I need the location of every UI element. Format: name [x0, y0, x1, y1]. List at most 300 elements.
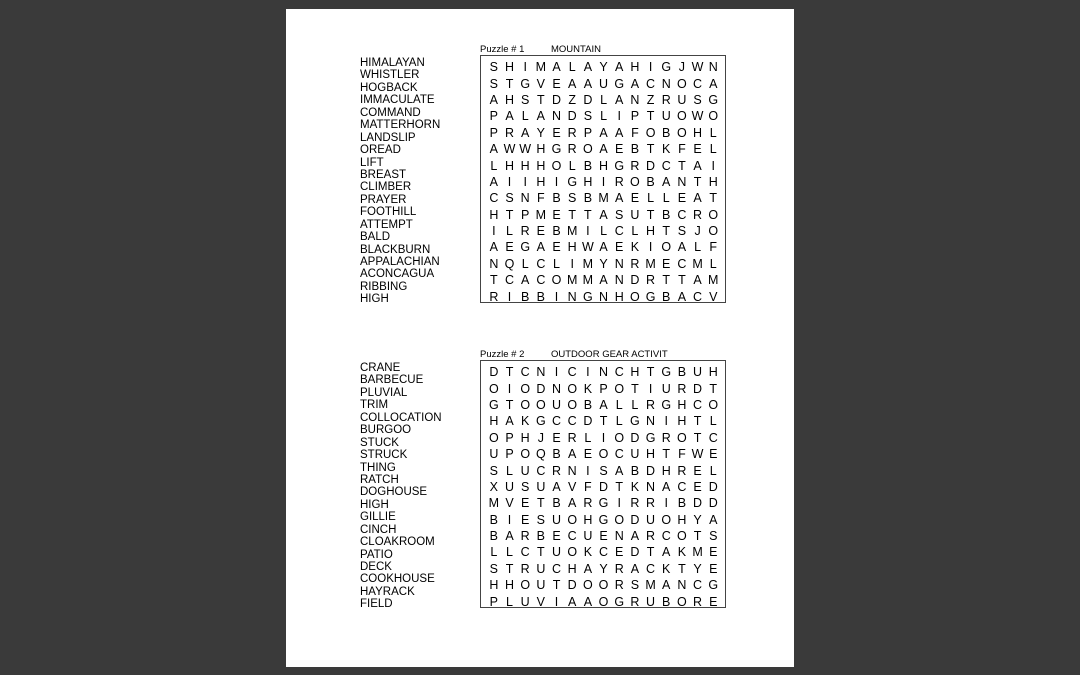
grid-letter: R [693, 207, 703, 222]
grid-letter: U [536, 479, 546, 494]
grid-letter: V [568, 479, 577, 494]
grid-letter: D [583, 414, 593, 429]
grid-letter: P [505, 447, 514, 462]
grid-letter: V [709, 289, 718, 304]
grid-letter: O [520, 447, 531, 462]
grid-letter: A [615, 125, 624, 140]
grid-letter: S [599, 463, 608, 478]
grid-letter: A [568, 447, 577, 462]
grid-letter: G [598, 512, 609, 527]
grid-letter: I [586, 463, 590, 478]
grid-letter: O [708, 207, 719, 222]
grid-letter: I [711, 158, 715, 173]
word-list-item: LIFT [360, 156, 384, 169]
grid-letter: S [583, 109, 593, 124]
grid-letter: W [581, 240, 594, 255]
grid-letter: A [568, 594, 577, 609]
grid-letter: S [568, 191, 577, 206]
grid-letter: B [646, 174, 655, 189]
grid-letter: T [678, 273, 686, 288]
grid-letter: D [693, 496, 703, 511]
grid-letter: S [521, 92, 530, 107]
grid-letter: B [536, 529, 546, 544]
grid-letter: O [567, 545, 578, 560]
grid-letter: C [677, 479, 687, 494]
grid-letter: B [662, 125, 671, 140]
grid-letter: L [506, 463, 513, 478]
grid-letter: N [614, 529, 624, 544]
grid-row [486, 272, 721, 288]
grid-letter: A [662, 479, 671, 494]
grid-letter: T [552, 578, 561, 593]
grid-letter: O [614, 512, 625, 527]
grid-letter: O [567, 397, 578, 412]
grid-letter: C [661, 158, 671, 173]
word-list-item: BURGOO [360, 424, 412, 437]
grid-row [486, 413, 721, 429]
grid-letter: B [552, 224, 561, 239]
puzzle-number: Puzzle # 1 [480, 44, 525, 55]
grid-letter: U [630, 207, 640, 222]
grid-letter: T [490, 273, 498, 288]
grid-letter: T [537, 92, 545, 107]
grid-letter: P [489, 594, 498, 609]
grid-letter: C [693, 289, 703, 304]
grid-letter: E [521, 512, 530, 527]
grid-letter: B [662, 289, 671, 304]
grid-letter: A [568, 76, 577, 91]
grid-letter: H [583, 512, 593, 527]
grid-letter: M [566, 273, 578, 288]
grid-row [486, 174, 721, 190]
grid-letter: A [536, 240, 546, 255]
grid-letter: Q [504, 256, 515, 271]
grid-letter: I [586, 224, 590, 239]
grid-letter: G [614, 594, 625, 609]
grid-letter: P [489, 109, 498, 124]
grid-letter: A [630, 561, 640, 576]
grid-letter: D [630, 430, 640, 445]
grid-letter: D [536, 381, 546, 396]
grid-letter: L [521, 109, 529, 124]
word-list-item: STRUCK [360, 449, 408, 462]
grid-letter: A [583, 60, 593, 75]
grid-letter: E [552, 529, 561, 544]
grid-letter: H [504, 578, 515, 593]
grid-letter: P [583, 125, 593, 140]
grid-letter: R [661, 92, 671, 107]
grid-letter: W [503, 142, 516, 157]
grid-letter: N [646, 414, 656, 429]
grid-letter: Y [599, 60, 608, 75]
grid-letter: L [600, 224, 608, 239]
word-list-item: CRANE [360, 362, 401, 374]
grid-letter: L [709, 414, 717, 429]
grid-letter: P [489, 125, 498, 140]
grid-letter: H [630, 60, 640, 75]
grid-letter: E [630, 191, 640, 206]
grid-letter: A [521, 125, 530, 140]
grid-letter: G [708, 578, 719, 593]
grid-letter: L [568, 158, 576, 173]
grid-letter: A [583, 594, 593, 609]
grid-letter: I [617, 496, 621, 511]
grid-letter: T [646, 545, 655, 560]
grid-letter: I [664, 496, 668, 511]
grid-letter: H [504, 92, 515, 107]
grid-letter: A [552, 60, 561, 75]
grid-letter: E [615, 545, 624, 560]
grid-letter: M [645, 578, 656, 593]
grid-letter: D [708, 496, 718, 511]
grid-letter: A [693, 158, 702, 173]
grid-letter: U [646, 512, 656, 527]
grid-letter: E [552, 430, 561, 445]
grid-letter: T [646, 207, 655, 222]
grid-letter: L [631, 397, 639, 412]
grid-letter: V [536, 76, 546, 91]
grid-letter: N [614, 256, 624, 271]
grid-letter: I [523, 60, 527, 75]
letter-grid [480, 55, 726, 303]
grid-letter: C [693, 76, 703, 91]
grid-letter: U [489, 447, 499, 462]
grid-letter: U [520, 463, 530, 478]
grid-letter: F [678, 142, 686, 157]
grid-letter: H [489, 414, 499, 429]
grid-letter: C [536, 463, 546, 478]
grid-letter: O [630, 289, 640, 304]
grid-letter: T [646, 142, 655, 157]
grid-letter: O [598, 447, 609, 462]
grid-letter: E [662, 256, 671, 271]
grid-letter: R [646, 529, 656, 544]
grid-letter: S [521, 479, 530, 494]
grid-letter: G [645, 289, 656, 304]
grid-row [486, 207, 721, 223]
grid-row [486, 462, 721, 478]
grid-letter: L [709, 256, 717, 271]
grid-letter: T [646, 365, 655, 380]
grid-letter: Q [535, 447, 546, 462]
grid-letter: C [677, 256, 687, 271]
grid-letter: D [552, 92, 562, 107]
grid-letter: R [677, 463, 687, 478]
word-list-item: TRIM [360, 399, 389, 412]
puzzle-title: MOUNTAIN [551, 44, 601, 55]
grid-letter: K [662, 561, 671, 576]
grid-letter: U [661, 109, 671, 124]
grid-letter: B [662, 594, 671, 609]
grid-letter: R [614, 578, 624, 593]
grid-letter: L [694, 240, 702, 255]
word-list-item: PRAYER [360, 193, 407, 206]
grid-letter: U [693, 365, 703, 380]
grid-letter: O [614, 381, 625, 396]
word-list-item: HIMALAYAN [360, 57, 425, 69]
grid-letter: E [552, 207, 561, 222]
grid-letter: H [504, 60, 515, 75]
grid-letter: I [664, 414, 668, 429]
grid-letter: H [646, 447, 656, 462]
grid-letter: A [521, 273, 530, 288]
grid-letter: O [630, 174, 640, 189]
grid-letter: O [677, 430, 687, 445]
puzzle-page [286, 9, 794, 667]
grid-letter: M [535, 207, 547, 222]
grid-row [486, 544, 721, 560]
grid-letter: G [520, 240, 531, 255]
grid-letter: A [599, 125, 608, 140]
grid-letter: S [709, 529, 718, 544]
word-list-item: WHISTLER [360, 69, 420, 82]
grid-letter: A [489, 142, 498, 157]
grid-letter: U [646, 594, 656, 609]
grid-letter: P [505, 430, 514, 445]
grid-letter: B [630, 463, 640, 478]
grid-letter: V [536, 594, 546, 609]
grid-letter: L [647, 191, 655, 206]
grid-letter: R [520, 224, 530, 239]
grid-letter: I [617, 109, 621, 124]
grid-letter: I [601, 174, 606, 189]
grid-letter: H [677, 414, 687, 429]
grid-letter: O [520, 381, 531, 396]
grid-letter: A [536, 109, 546, 124]
word-list-item: CLOAKROOM [360, 536, 435, 549]
grid-letter: A [505, 414, 514, 429]
grid-letter: U [661, 381, 671, 396]
grid-letter: A [505, 109, 514, 124]
grid-letter: S [489, 463, 498, 478]
grid-letter: R [567, 125, 577, 140]
grid-letter: I [507, 381, 512, 396]
word-list-item: ACONCAGUA [360, 268, 435, 281]
grid-row [486, 446, 721, 462]
grid-letter: O [551, 273, 562, 288]
grid-row [486, 125, 721, 141]
grid-letter: M [692, 545, 703, 560]
grid-letter: R [567, 142, 577, 157]
grid-letter: T [631, 381, 639, 396]
grid-row [486, 364, 721, 380]
grid-letter: H [661, 463, 671, 478]
puzzle-header [480, 44, 601, 55]
grid-letter: A [709, 512, 718, 527]
puzzle-header [480, 349, 668, 360]
grid-letter: X [489, 479, 498, 494]
grid-letter: N [677, 174, 687, 189]
grid-letter: B [536, 289, 546, 304]
grid-row [486, 397, 721, 413]
grid-letter: G [708, 92, 719, 107]
grid-letter: B [583, 191, 593, 206]
grid-letter: N [567, 289, 577, 304]
grid-row [486, 190, 721, 206]
grid-letter: M [488, 496, 500, 511]
word-list [360, 362, 442, 611]
grid-letter: C [536, 256, 546, 271]
word-list-item: COMMAND [360, 106, 421, 119]
grid-letter: A [677, 240, 687, 255]
grid-letter: O [661, 512, 672, 527]
grid-letter: I [648, 60, 653, 75]
grid-letter: E [677, 191, 687, 206]
grid-letter: Y [599, 256, 608, 271]
grid-letter: M [598, 191, 609, 206]
grid-letter: U [677, 92, 687, 107]
word-list-item: STUCK [360, 436, 399, 449]
grid-letter: L [490, 545, 498, 560]
grid-letter: A [489, 92, 498, 107]
grid-letter: K [630, 240, 640, 255]
grid-letter: O [567, 512, 578, 527]
grid-letter: L [568, 60, 576, 75]
grid-letter: S [489, 561, 498, 576]
grid-letter: H [489, 578, 499, 593]
word-list-item: GILLIE [360, 511, 396, 524]
grid-letter: E [709, 594, 718, 609]
grid-letter: H [567, 561, 577, 576]
grid-letter: A [552, 479, 561, 494]
grid-letter: E [693, 479, 702, 494]
grid-letter: B [677, 496, 687, 511]
grid-letter: A [599, 240, 608, 255]
grid-letter: F [678, 447, 686, 462]
grid-letter: I [507, 289, 512, 304]
grid-letter: T [505, 365, 514, 380]
grid-letter: M [566, 224, 578, 239]
grid-letter: L [709, 125, 717, 140]
grid-letter: N [489, 256, 499, 271]
grid-letter: C [614, 365, 624, 380]
grid-letter: A [630, 529, 640, 544]
grid-letter: W [691, 447, 704, 462]
grid-letter: H [536, 174, 546, 189]
grid-letter: T [662, 447, 671, 462]
grid-letter: U [520, 594, 530, 609]
grid-letter: G [535, 414, 546, 429]
grid-letter: O [708, 224, 719, 239]
grid-letter: L [584, 430, 592, 445]
grid-letter: H [599, 158, 609, 173]
grid-letter: O [708, 397, 719, 412]
grid-letter: N [708, 60, 718, 75]
word-list-item: THING [360, 461, 396, 474]
grid-letter: D [630, 273, 640, 288]
word-list-item: FIELD [360, 598, 393, 611]
grid-letter: L [553, 256, 560, 271]
grid-letter: S [630, 578, 640, 593]
grid-letter: A [615, 60, 624, 75]
grid-letter: S [677, 224, 687, 239]
grid-letter: R [630, 256, 640, 271]
grid-letter: O [520, 397, 531, 412]
grid-letter: B [552, 496, 561, 511]
word-list-item: BREAST [360, 168, 407, 181]
grid-row [486, 108, 721, 124]
grid-letter: A [630, 76, 640, 91]
grid-letter: E [505, 240, 514, 255]
grid-letter: T [678, 561, 686, 576]
grid-letter: G [567, 174, 578, 189]
grid-letter: R [567, 430, 577, 445]
grid-letter: L [506, 224, 513, 239]
word-list-item: COLLOCATION [360, 411, 442, 424]
word-list-item: CINCH [360, 523, 397, 536]
grid-letter: O [488, 381, 499, 396]
grid-letter: M [582, 256, 594, 271]
grid-letter: L [490, 158, 498, 173]
word-list-item: HAYRACK [360, 585, 415, 598]
grid-letter: C [614, 447, 624, 462]
grid-letter: Y [693, 561, 702, 576]
grid-letter: N [520, 191, 530, 206]
grid-letter: F [584, 479, 592, 494]
grid-letter: C [693, 397, 703, 412]
grid-letter: H [614, 289, 624, 304]
grid-row [486, 92, 721, 108]
word-list-item: IMMACULATE [360, 94, 435, 107]
grid-letter: G [614, 158, 625, 173]
grid-letter: R [614, 174, 624, 189]
grid-letter: E [599, 529, 608, 544]
grid-letter: R [552, 463, 562, 478]
grid-letter: S [505, 191, 514, 206]
grid-letter: T [537, 545, 545, 560]
grid-letter: O [567, 381, 578, 396]
grid-letter: A [583, 76, 593, 91]
word-list-item: OREAD [360, 144, 401, 157]
grid-letter: R [646, 273, 656, 288]
grid-letter: K [662, 142, 671, 157]
grid-letter: A [662, 545, 671, 560]
grid-letter: L [631, 224, 639, 239]
grid-letter: H [504, 158, 515, 173]
grid-letter: O [677, 529, 687, 544]
grid-letter: C [504, 273, 515, 288]
grid-row [486, 577, 721, 593]
grid-letter: T [505, 76, 514, 91]
grid-letter: K [677, 545, 687, 560]
grid-row [486, 495, 721, 511]
word-list-item: BLACKBURN [360, 243, 431, 256]
grid-letter: C [536, 273, 546, 288]
grid-letter: Y [599, 561, 608, 576]
grid-letter: L [615, 414, 623, 429]
grid-letter: O [708, 109, 719, 124]
grid-letter: B [583, 158, 593, 173]
grid-letter: R [646, 397, 656, 412]
grid-row [486, 528, 721, 544]
grid-letter: C [520, 545, 530, 560]
grid-letter: F [631, 125, 639, 140]
grid-letter: D [693, 381, 703, 396]
grid-letter: M [708, 273, 719, 288]
grid-letter: C [614, 224, 624, 239]
grid-letter: U [536, 561, 546, 576]
grid-letter: D [630, 545, 640, 560]
grid-letter: C [661, 529, 671, 544]
grid-letter: G [614, 76, 625, 91]
word-list-item: RATCH [360, 473, 399, 486]
grid-letter: T [693, 174, 702, 189]
grid-letter: F [537, 191, 545, 206]
grid-letter: A [677, 289, 687, 304]
grid-letter: I [554, 174, 559, 189]
grid-letter: G [661, 365, 672, 380]
grid-letter: I [648, 240, 653, 255]
